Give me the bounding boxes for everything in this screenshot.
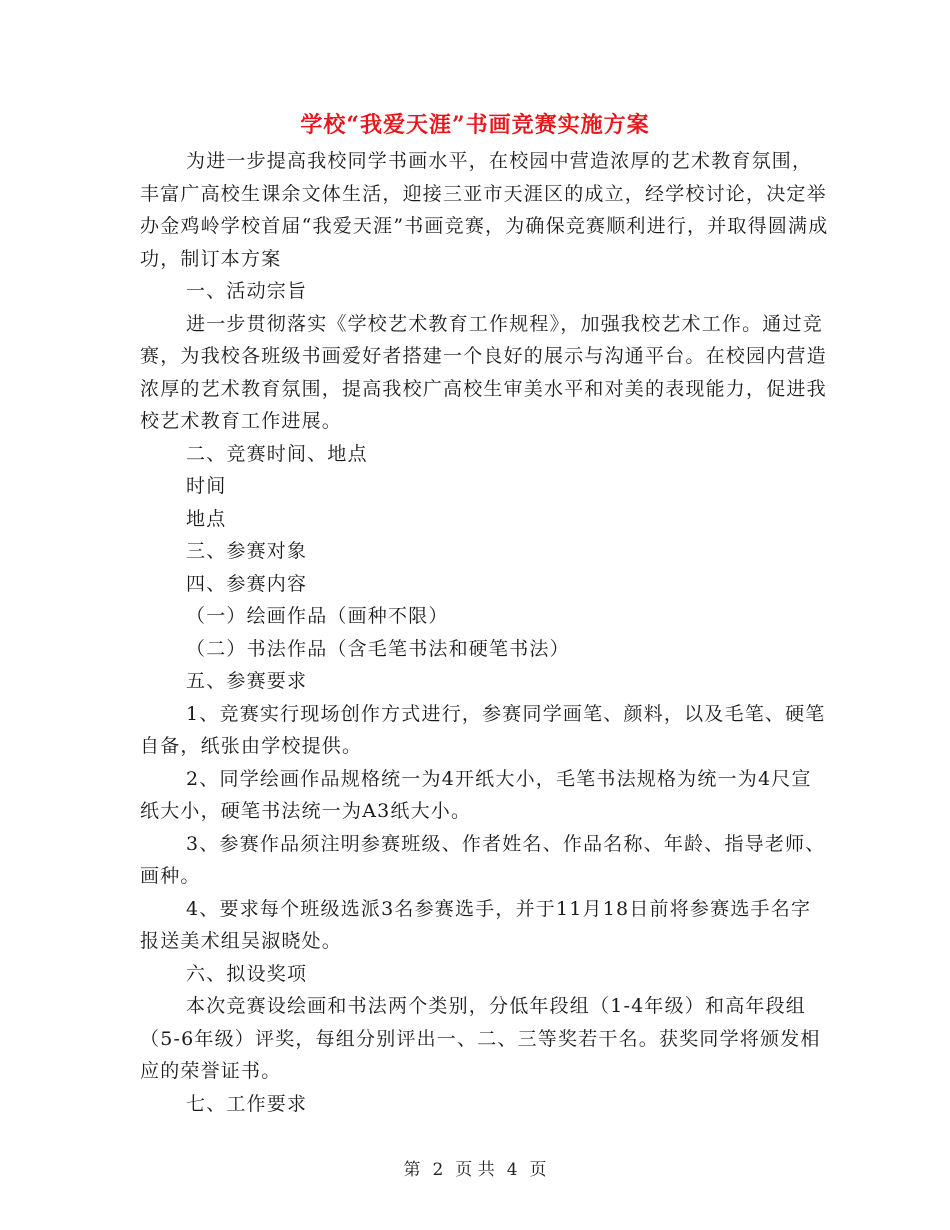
place-label: 地点 [186,507,227,530]
section-heading-awards: 六、拟设奖项 [186,962,308,985]
time-label: 时间 [186,475,227,497]
footer-prefix: 第 [403,1160,421,1180]
awards-paragraph: 本次竞赛设绘画和书法两个类别，分低年段组（1-4年级）和高年段组（5-6年级）评奖，每组分别评出一、二、三等奖若干名。获奖同学将颁发相应的荣誉证书。 [140,995,821,1082]
intro-paragraph: 为进一步提高我校同学书画水平，在校园中营造浓厚的艺术教育氛围，丰富广高校生课余文体生活，迎接三亚市天涯区的成立，经学校讨论，决定举办金鸡岭学校首届“我爱天涯”书画竞赛，为确保竞赛顺利进行，并取得圆满成功，制订本方案 [140,150,829,270]
section-heading-requirements: 五、参赛要求 [186,670,308,692]
requirement-item-3: 3、参赛作品须注明参赛班级、作者姓名、作品名称、年龄、指导老师、画种。 [140,832,826,887]
section-heading-purpose: 一、活动宗旨 [186,280,308,302]
document-title: 学校“我爱天涯”书画竞赛实施方案 [300,112,650,138]
footer-suffix: 页 [529,1160,547,1180]
content-item-painting: （一）绘画作品（画种不限） [186,605,449,627]
total-pages-number: 4 [506,1160,518,1180]
document-body [140,145,830,1120]
content-item-calligraphy: （二）书法作品（含毛笔书法和硬笔书法） [186,637,570,660]
section-heading-work-requirements: 七、工作要求 [186,1092,308,1115]
requirement-item-4: 4、要求每个班级选派3名参赛选手，并于11月18日前将参赛选手名字报送美术组吴淑晓处。 [140,897,812,952]
requirement-item-2: 2、同学绘画作品规格统一为4开纸大小，毛笔书法规格为统一为4尺宣纸大小，硬笔书法统一为A3纸大小。 [140,767,812,822]
section-heading-time-place: 二、竞赛时间、地点 [186,442,368,465]
section-heading-content: 四、参赛内容 [186,572,308,595]
requirement-item-1: 1、竞赛实行现场创作方式进行，参赛同学画笔、颜料，以及毛笔、硬笔自备，纸张由学校提供。 [140,702,826,757]
footer-mid: 页 共 [455,1160,495,1180]
current-page-number: 2 [432,1160,444,1180]
section-heading-participants: 三、参赛对象 [186,540,308,562]
page-footer [0,1155,950,1180]
purpose-paragraph: 进一步贯彻落实《学校艺术教育工作规程》，加强我校艺术工作。通过竞赛，为我校各班级书画爱好者搭建一个良好的展示与沟通平台。在校园内营造浓厚的艺术教育氛围，提高我校广高校生审美水平和对美的表现能力，促进我校艺术教育工作进展。 [140,312,827,432]
